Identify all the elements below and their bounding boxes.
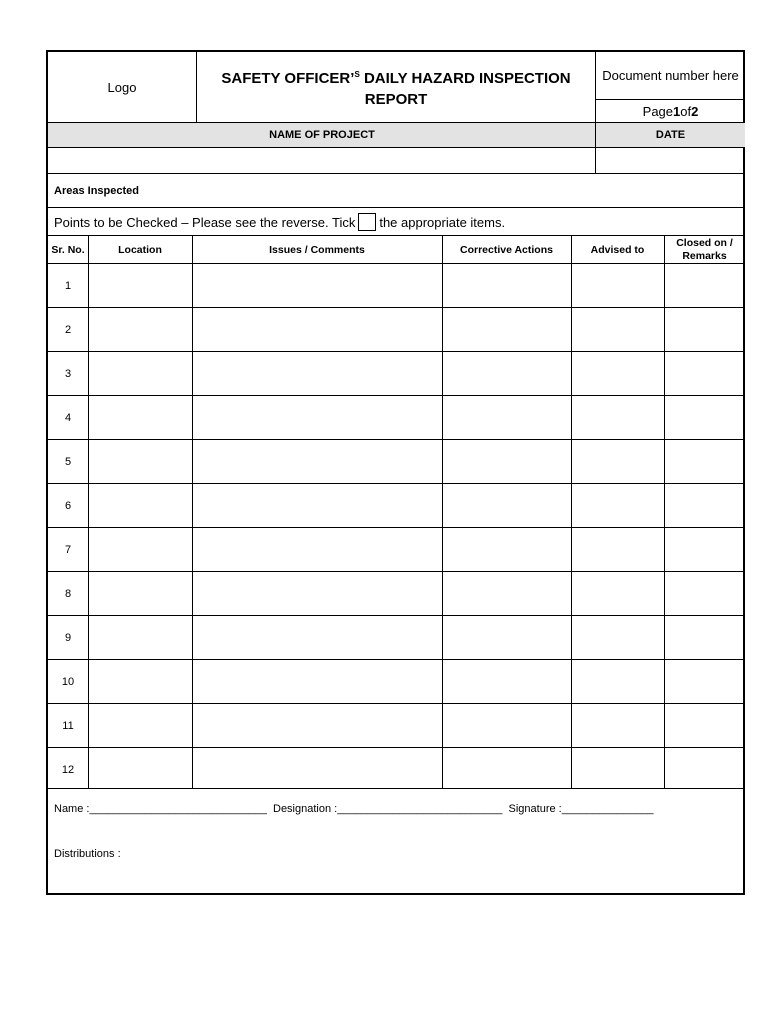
divider: [48, 395, 745, 396]
divider: [48, 307, 745, 308]
tick-checkbox[interactable]: [358, 213, 376, 231]
page-indicator: Page 1 of 2: [642, 103, 699, 119]
table-row-number: 12: [61, 764, 75, 776]
table-row-number: 7: [64, 544, 72, 556]
signature-line: [54, 803, 653, 815]
divider: [48, 527, 745, 528]
divider: [48, 235, 745, 236]
divider: [196, 52, 197, 123]
col-header-corrective-actions: Corrective Actions: [460, 243, 553, 256]
divider: [88, 236, 89, 789]
divider: [596, 99, 745, 100]
divider: [48, 571, 745, 572]
divider: [48, 747, 745, 748]
areas-inspected-label: Areas Inspected: [54, 185, 139, 197]
inspection-form: [46, 50, 745, 895]
logo-placeholder: Logo: [107, 79, 137, 95]
col-header-sr-no: Sr. No.: [51, 243, 85, 256]
form-title: [196, 52, 596, 122]
areas-inspected-field[interactable]: [168, 176, 738, 206]
table-row-number: 4: [64, 412, 72, 424]
divider: [595, 52, 596, 174]
table-row-number: 6: [64, 500, 72, 512]
table-row-number: 8: [64, 588, 72, 600]
designation-field[interactable]: Designation :___________________________: [273, 803, 503, 815]
divider: [48, 207, 745, 208]
name-field[interactable]: Name :_____________________________: [54, 803, 267, 815]
table-row-number: 9: [64, 632, 72, 644]
table-row-number: 3: [64, 368, 72, 380]
divider: [48, 122, 745, 123]
form-title-text: SAFETY OFFICER’$^S$ DAILY HAZARD INSPECTION REPORT: [221, 70, 571, 108]
col-header-location: Location: [118, 243, 162, 256]
points-text-after: the appropriate items.: [379, 214, 506, 230]
divider: [48, 263, 745, 264]
table-row-number: 11: [62, 720, 74, 732]
table-row-number: 2: [64, 324, 72, 336]
distributions-label: Distributions :: [54, 848, 121, 860]
divider: [48, 173, 745, 174]
signature-field[interactable]: Signature :_______________: [508, 803, 654, 815]
table-row-number: 1: [64, 280, 72, 292]
col-header-advised-to: Advised to: [590, 243, 645, 256]
divider: [664, 236, 665, 789]
col-header-closed-on: Closed on / Remarks: [676, 237, 733, 262]
divider: [48, 659, 745, 660]
document-number: Document number here: [602, 68, 739, 83]
divider: [48, 788, 745, 789]
divider: [48, 439, 745, 440]
divider: [48, 147, 745, 148]
project-name-field[interactable]: [48, 148, 596, 174]
divider: [571, 236, 572, 789]
divider: [442, 236, 443, 789]
points-instruction: [54, 208, 505, 236]
divider: [48, 703, 745, 704]
date-header: DATE: [596, 123, 745, 147]
divider: [48, 351, 745, 352]
points-text-before: Points to be Checked – Please see the reverse. Tick: [54, 214, 356, 230]
table-row-number: 5: [64, 456, 72, 468]
divider: [192, 236, 193, 789]
col-header-issues: Issues / Comments: [269, 243, 365, 256]
table-row-number: 10: [61, 676, 75, 688]
divider: [48, 483, 745, 484]
divider: [48, 615, 745, 616]
date-field[interactable]: [597, 148, 745, 174]
project-name-header: NAME OF PROJECT: [48, 123, 596, 147]
